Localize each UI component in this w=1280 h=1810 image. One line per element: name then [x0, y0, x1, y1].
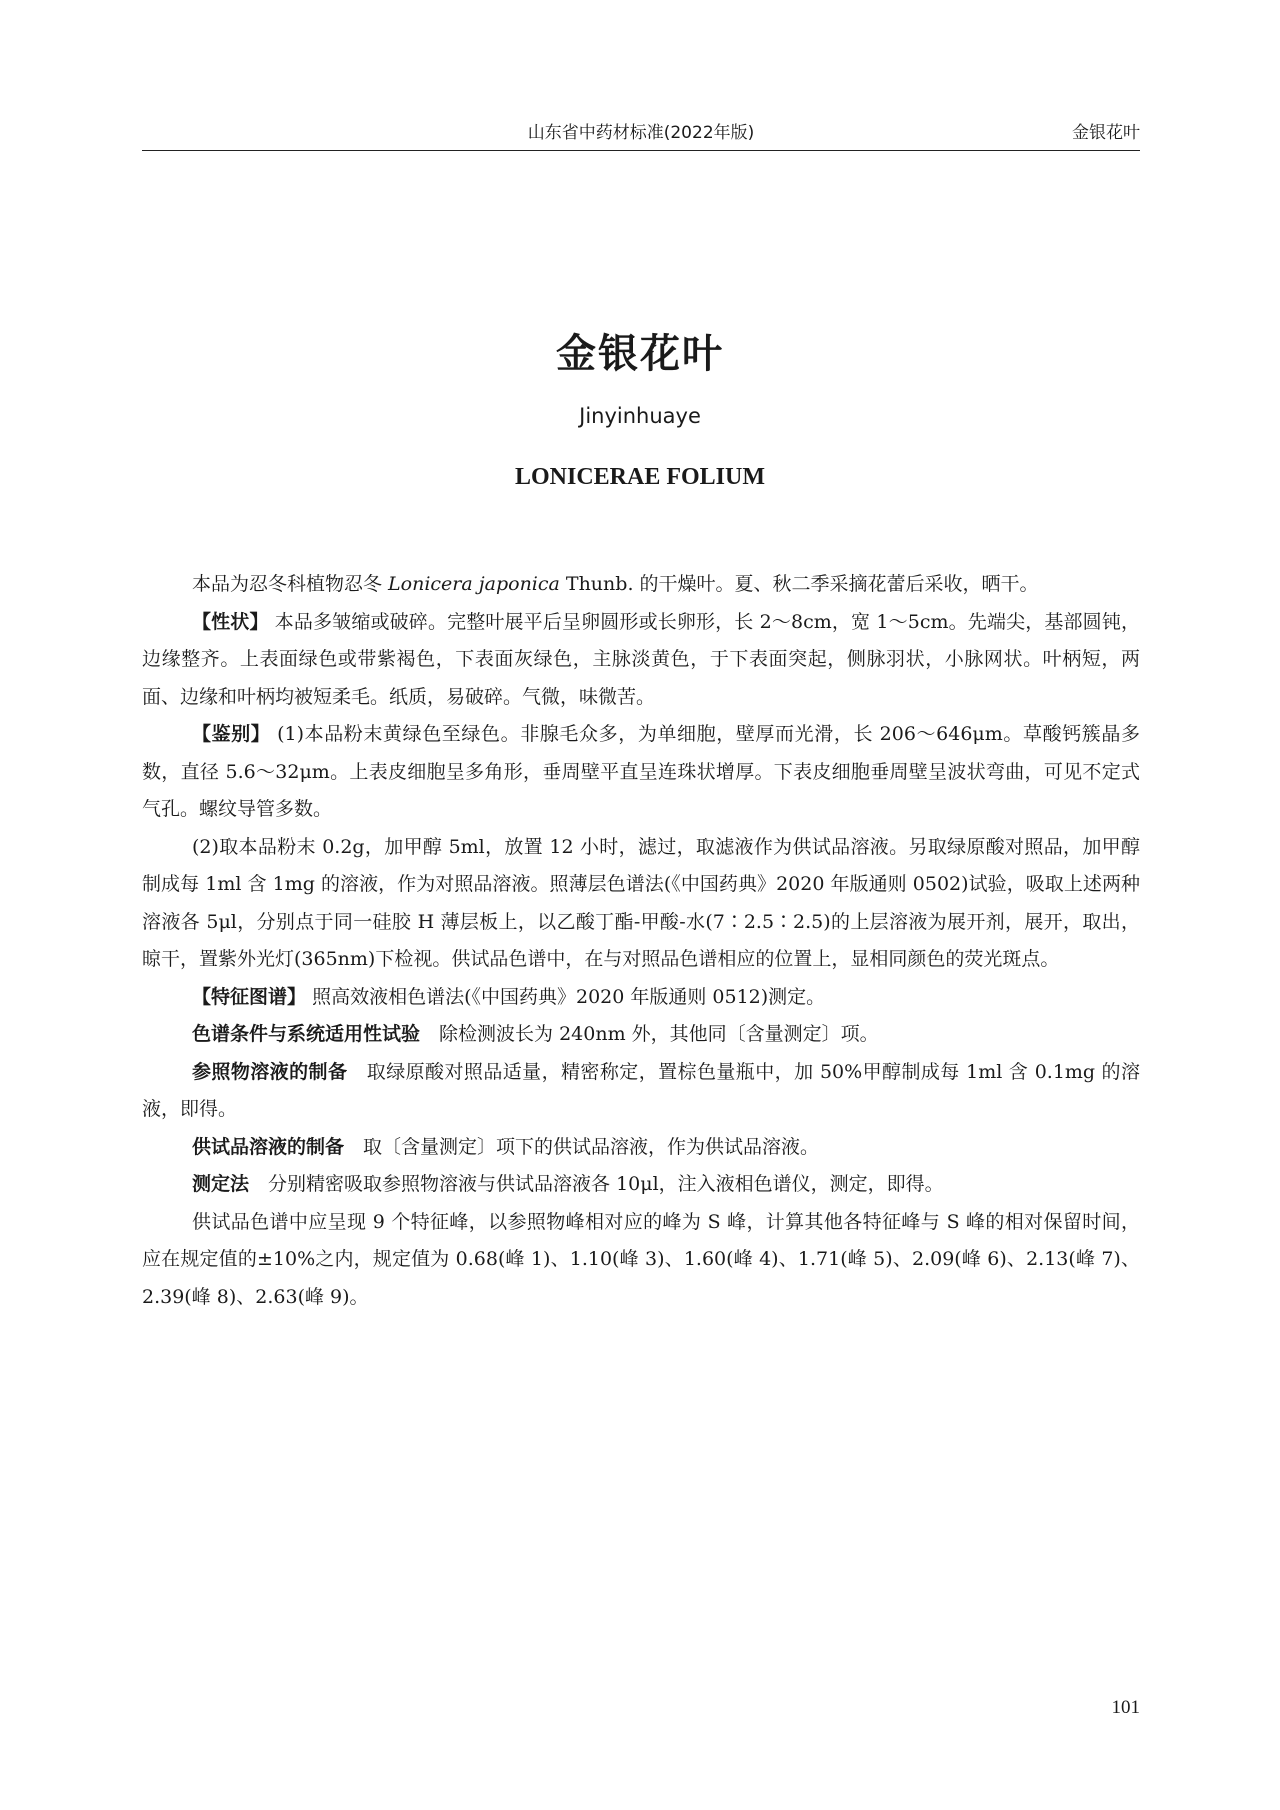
section-label: 【性状】 [192, 610, 269, 633]
section-label: 【特征图谱】 [192, 985, 307, 1008]
entry-title: 金银花叶 [556, 331, 724, 377]
section-text: 供试品色谱中应呈现 9 个特征峰，以参照物峰相对应的峰为 S 峰，计算其他各特征峰与 S 峰的相对保留时间，应在规定值的±10%之内，规定值为 0.68(峰 1)、1.10(峰 3)、1.60(峰 4)、1.71(峰 5)、2.09(峰 6)、2.13(峰 7)、2.39(峰 8)、2.63(峰 9)。 [142, 1210, 1140, 1308]
section-label: 供试品溶液的制备 [192, 1135, 345, 1158]
species-name: Lonicera japonica [388, 573, 560, 595]
section-final [142, 1204, 1140, 1317]
section-jianbie [142, 716, 1140, 829]
section-text: (1)本品粉末黄绿色至绿色。非腺毛众多，为单细胞，壁厚而光滑，长 206～646μm。草酸钙簇晶多数，直径 5.6～32μm。上表皮细胞呈多角形，垂周壁平直呈连珠状增厚。下表皮细胞垂周壁呈波状弯曲，可见不定式气孔。螺纹导管多数。 [142, 723, 1140, 820]
section-tezheng [142, 979, 1140, 1017]
section-text: 取〔含量测定〕项下的供试品溶液，作为供试品溶液。 [363, 1135, 820, 1158]
header-entry-name: 金银花叶 [1072, 123, 1140, 143]
intro-text-a: 本品为忍冬科植物忍冬 [192, 573, 389, 595]
page-number: 101 [1111, 1697, 1140, 1718]
section-label: 色谱条件与系统适用性试验 [192, 1023, 421, 1045]
entry-body [142, 566, 1140, 1316]
intro-paragraph [142, 566, 1140, 604]
section-text: 除检测波长为 240nm 外，其他同〔含量测定〕项。 [439, 1023, 879, 1045]
section-label: 参照物溶液的制备 [192, 1060, 348, 1083]
section-text: 照高效液相色谱法(《中国药典》2020 年版通则 0512)测定。 [312, 985, 826, 1008]
running-header [142, 104, 1140, 151]
intro-text-b: Thunb. 的干燥叶。夏、秋二季采摘花蕾后采收，晒干。 [559, 573, 1039, 595]
section-ceding [142, 1166, 1140, 1204]
section-label: 【鉴别】 [192, 723, 271, 745]
section-sepu [142, 1016, 1140, 1054]
section-text: 分别精密吸取参照物溶液与供试品溶液各 10μl，注入液相色谱仪，测定，即得。 [268, 1173, 944, 1195]
section-gongshi [142, 1129, 1140, 1167]
section-text: 本品多皱缩或破碎。完整叶展平后呈卵圆形或长卵形，长 2～8cm，宽 1～5cm。先端尖，基部圆钝，边缘整齐。上表面绿色或带紫褐色，下表面灰绿色，主脉淡黄色，于下表面突起，侧脉羽状，小脉网状。叶柄短，两面、边缘和叶柄均被短柔毛。纸质，易破碎。气微，味微苦。 [142, 610, 1140, 708]
section-label: 测定法 [192, 1173, 250, 1195]
section-canzhao [142, 1054, 1140, 1129]
section-text: 取绿原酸对照品适量，精密称定，置棕色量瓶中，加 50%甲醇制成每 1ml 含 0.1mg 的溶液，即得。 [142, 1060, 1140, 1120]
header-book-title: 山东省中药材标准(2022年版) [527, 123, 755, 143]
section-text: (2)取本品粉末 0.2g，加甲醇 5ml，放置 12 小时，滤过，取滤液作为供试品溶液。另取绿原酸对照品，加甲醇制成每 1ml 含 1mg 的溶液，作为对照品溶液。照薄层色谱法(《中国药典》2020 年版通则 0502)试验，吸取上述两种溶液各 5μl，分别点于同一硅胶 H 薄层板上，以乙酸丁酯-甲酸-水(7∶2.5∶2.5)的上层溶液为展开剂，展开，取出，晾干，置紫外光灯(365nm)下检视。供试品色谱中，在与对照品色谱相应的位置上，显相同颜色的荧光斑点。 [142, 835, 1140, 970]
entry-pinyin: Jinyinhuaye [579, 404, 701, 428]
section-jianbie-2 [142, 829, 1140, 979]
entry-latin-name: LONICERAE FOLIUM [514, 464, 766, 490]
section-xingzhuang [142, 604, 1140, 717]
